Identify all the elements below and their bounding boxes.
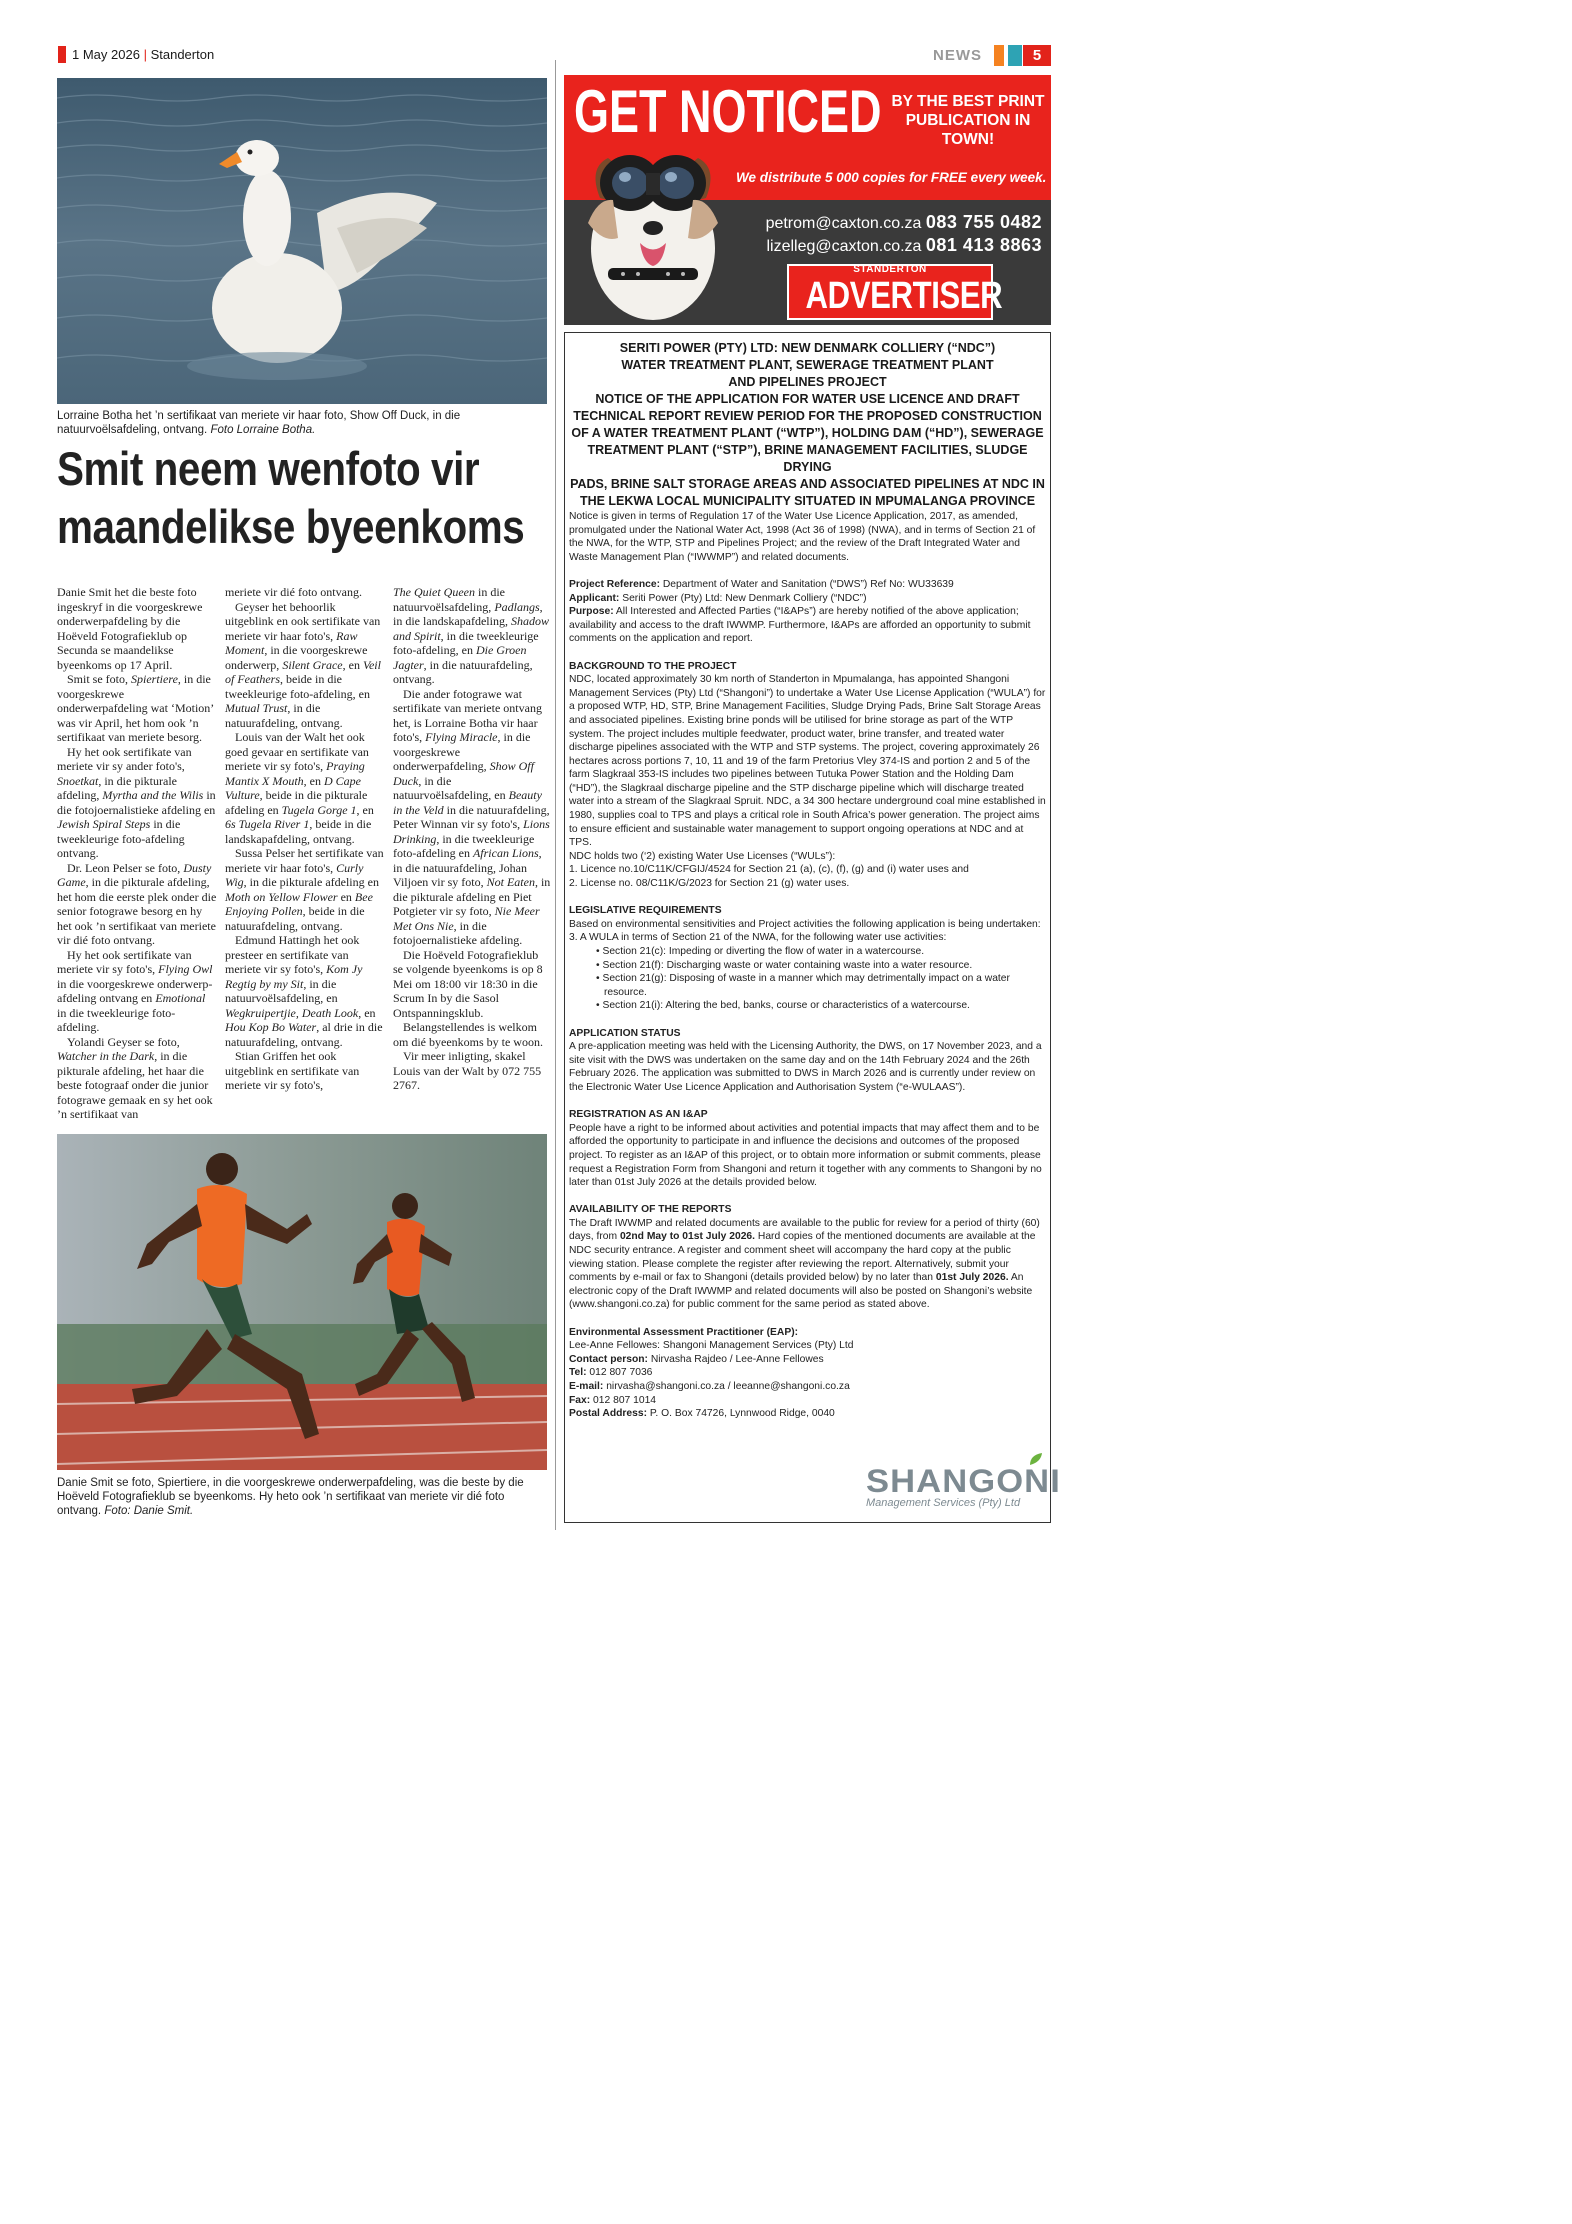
notice-title-line: TREATMENT PLANT (“STP”), BRINE MANAGEMENT FACILITIES, SLUDGE DRYING <box>587 443 1028 474</box>
logo-main-text: ADVERTISER <box>805 275 1003 317</box>
notice-title <box>570 340 1045 510</box>
duck-caption-credit: Foto Lorraine Botha. <box>210 424 316 436</box>
legislative-text: Based on environmental sensitivities and Project activities the following application is being undertaken: <box>569 918 1041 930</box>
applicant: Applicant: Seriti Power (Pty) Ltd: New Denmark Colliery (“NDC”) <box>569 592 867 604</box>
advert-distribution <box>736 170 1046 185</box>
dateline-separator: | <box>143 47 147 62</box>
notice-title-line: PADS, BRINE SALT STORAGE AREAS AND ASSOCIATED PIPELINES AT NDC IN <box>570 477 1045 491</box>
shangoni-tagline: Management Services (Pty) Ltd <box>866 1497 1021 1509</box>
advert-email-1: petrom@caxton.co.za <box>765 215 922 232</box>
eap-company: Lee-Anne Fellowes: Shangoni Management Services (Pty) Ltd <box>569 1340 854 1352</box>
contact-person: Contact person: Nirvasha Rajdeo / Lee-Anne Fellowes <box>569 1353 824 1365</box>
dist-pre: We distribute <box>736 170 826 185</box>
orange-accent-block <box>994 45 1004 66</box>
water-use-item: • Section 21(i): Altering the bed, banks, course or characteristics of a watercourse. <box>596 1000 970 1012</box>
location: Standerton <box>150 47 215 62</box>
legislative-item-3: 3. A WULA in terms of Section 21 of the NWA, for the following water use activities: <box>569 932 947 944</box>
duck-photo-image <box>57 78 547 404</box>
article-column-3: The Quiet Queen in die natuurvoëlsafdeling, Padlangs, in die landskapafdeling, Shadow and Spirit, in die tweekleurige foto-afdeling, en Die Groen Jagter, in die natuurafdeling, ontvang. Die ander fotograwe wat sertifikate van meriete ontvang het, is Lorraine Botha vir haar foto's, Flying Miracle, in die voorgeskrewe onderwerpafdeling, Show Off Duck, in die natuurvoëlsafdeling, en Beauty in the Veld in die natuurafdeling, Peter Winnan vir sy foto's, Lions Drinking, in die tweekleurige foto-afdeling en African Lions, in die natuurafdeling, Johan Viljoen vir sy foto, Not Eaten, in die pikturale afdeling en Piet Potgieter vir sy foto, Nie Meer Met Ons Nie, in die fotojoernalistieke afdeling. Die Hoëveld Fotografieklub se volgende byeenkoms is op 8 Mei om 18:00 vir 18:30 in die Scrum In by die Sasol Ontspanningsklub. Belangstellendes is welkom om dié byeenkoms by te woon. Vir meer inligting, skakel Louis van der Walt by 072 755 2767. <box>393 585 551 1092</box>
availability-heading: AVAILABILITY OF THE REPORTS <box>569 1204 732 1216</box>
background-heading: BACKGROUND TO THE PROJECT <box>569 660 737 672</box>
page-number: 5 <box>1023 45 1051 66</box>
notice-title-line: THE LEKWA LOCAL MUNICIPALITY SITUATED IN MPUMALANGA PROVINCE <box>579 494 1036 508</box>
registration-heading: REGISTRATION AS AN I&AP <box>569 1109 708 1121</box>
column-divider <box>555 60 556 1530</box>
advert-phone-2: 081 413 8863 <box>925 235 1042 255</box>
headline-line-1: Smit neem wenfoto vir <box>57 442 480 495</box>
dist-number: 5 000 <box>825 170 859 185</box>
status-heading: APPLICATION STATUS <box>569 1027 681 1039</box>
advert-contact-2 <box>720 235 1042 256</box>
license-1: 1. Licence no.10/C11K/CFGIJ/4524 for Section 21 (a), (c), (f), (g) and (i) water uses and <box>569 864 969 876</box>
fax: Fax: 012 807 1014 <box>569 1394 657 1406</box>
availability-text: The Draft IWWMP and related documents are available to the public for review for a period of thirty (60) days, from 02nd May to 01st July 2026. Hard copies of the mentioned documents are available at the NDC security entrance. A register and comment sheet will accompany the hard copy at the public viewing station. Please complete the register after reviewing the report. Alternatively, submit your comments by e-mail or fax to Shangoni (details provided below) by no later than 01st July 2026. An electronic copy of the Draft IWWMP and related documents will also be posted on Shangoni’s website (www.shangoni.co.za) for public comment for the same period as stated above. <box>569 1217 1040 1311</box>
advert-subtitle-line-2: PUBLICATION IN <box>905 112 1031 129</box>
notice-title-line: NOTICE OF THE APPLICATION FOR WATER USE LICENCE AND DRAFT <box>595 392 1020 406</box>
dog-illustration-image <box>578 128 728 325</box>
notice-title-line: WATER TREATMENT PLANT, SEWERAGE TREATMENT PLANT <box>621 358 994 372</box>
headline-line-2: maandelikse byeenkoms <box>57 500 525 553</box>
duck-photo <box>57 78 547 404</box>
water-use-item: • Section 21(g): Disposing of waste in a manner which may detrimentally impact on a water resource. <box>596 973 1010 998</box>
runners-photo-caption <box>57 1476 549 1518</box>
notice-title-line: SERITI POWER (PTY) LTD: NEW DENMARK COLLIERY (“NDC”) <box>619 341 996 355</box>
advert-title: GET NOTICED <box>574 78 882 145</box>
legislative-heading: LEGISLATIVE REQUIREMENTS <box>569 905 722 917</box>
water-use-list <box>569 945 1047 1013</box>
article-column-2: meriete vir dié foto ontvang. Geyser het behoorlik uitgeblink en ook sertifikate van meriete vir haar foto's, Raw Moment, in die voorgeskrewe onderwerp, Silent Grace, en Veil of Feathers, beide in die tweekleurige foto-afdeling, en Mutual Trust, in die natuurafdeling, ontvang. Louis van der Walt het ook goed gevaar en sertifikate van meriete vir sy foto's, Praying Mantix X Mouth, en D Cape Vulture, beide in die pikturale afdeling en Tugela Gorge 1, en 6s Tugela River 1, beide in die landskapafdeling, ontvang. Sussa Pelser het sertifikate van meriete vir haar foto's, Curly Wig, in die pikturale afdeling en Moth on Yellow Flower en Bee Enjoying Pollen, beide in die natuurafdeling, ontvang. Edmund Hattingh het ook presteer en sertifikate van meriete vir sy foto's, Kom Jy Regtig by my Sit, in die natuurvoëlsafdeling, en Wegkruipertjie, Death Look, en Hou Kop Bo Water, al drie in die natuurafdeling, ontvang. Stian Griffen het ook uitgeblink en sertifikate van meriete vir sy foto's, <box>225 585 384 1092</box>
notice-title-line: OF A WATER TREATMENT PLANT (“WTP”), HOLDING DAM (“HD”), SEWERAGE <box>571 426 1044 440</box>
email: E-mail: nirvasha@shangoni.co.za / leeanne@shangoni.co.za <box>569 1381 850 1392</box>
article-headline <box>57 440 549 556</box>
article-column-1: Danie Smit het die beste foto ingeskryf in die voorgeskrewe onderwerpafdeling by die Hoëveld Fotografieklub op Secunda se maandelikse byeenkoms op 17 April. Smit se foto, Spiertiere, in die voorgeskrewe onderwerpafdeling wat ‘Motion’ was vir April, het hom ook ’n sertifikaat van meriete besorg. Hy het ook sertifikate van meriete vir sy ander foto's, Snoetkat, in die pikturale afdeling, Myrtha and the Wilis in die fotojoernalistieke afdeling en Jewish Spiral Steps in die tweekleurige foto-afdeling ontvang. Dr. Leon Pelser se foto, Dusty Game, in die pikturale afdeling, het hom die eerste plek onder die senior fotograwe besorg en hy het ook ’n sertifikaat van meriete vir dié foto ontvang. Hy het ook sertifikate van meriete vir sy foto's, Flying Owl in die voorgeskrewe onderwerp-afdeling ontvang en Emotional in die tweekleurige foto-afdeling. Yolandi Geyser se foto, Watcher in the Dark, in die pikturale afdeling, het haar die beste fotograaf onder die junior fotograwe gemaak en sy het ook ’n sertifikaat van <box>57 585 217 1121</box>
notice-body <box>569 510 1047 1421</box>
advert-subtitle-line-3: TOWN! <box>941 131 995 148</box>
runners-photo <box>57 1134 547 1470</box>
notice-intro: Notice is given in terms of Regulation 17 of the Water Use Licence Application, 2017, as amended, promulgated under the National Water Act, 1998 (Act 36 of 1998) (NWA), and in terms of Section 21 of the NWA, for the WTP, STP and Pipelines Project; and the review of the Draft Integrated Water and Waste Management Plan (“IWWMP”) and related documents. <box>569 511 1036 563</box>
license-2: 2. License no. 08/C11K/G/2023 for Section 21 (g) water uses. <box>569 878 850 890</box>
background-text: NDC, located approximately 30 km north of Standerton in Mpumalanga, has appointed Shangoni Management Services (Pty) Ltd (“Shangoni”) to undertake a Water Use License Application (“WULA”) for a proposed WTP, HD, STP, Brine Management Facilities, Sludge Drying Pads, Brine Salt Storage Areas and associated pipelines. Existing brine ponds will be utilised for brine storage as part of the WTP system. The project includes multiple feedwater, product water, brine transfer, and treated water discharge pipelines associated with the WTP and STP systems. The project, covering approximately 26 hectares across portions 7, 10, 11 and 19 of the farm Pretorius Vley 374-IS and portion 2 and 5 of the farm Slagkraal 353-IS includes two pipelines between Tutuka Power Station and the Holding Dam (“HD”), the Slagkraal discharge pipeline and the STP discharge pipeline which will discharge treated water into a stream of the Slagkraal Spruit. NDC, a 34 300 hectare underground coal mine established in 1980, supplies coal to TPS and plays a critical role in South Africa’s power generation. The project aims to ensure efficient and sustainable water management to support ongoing operations at NDC and at TPS. <box>569 674 1046 849</box>
advert-phone-1: 083 755 0482 <box>925 212 1042 232</box>
licenses-intro: NDC holds two (‘2) existing Water Use Licenses (“WULs”): <box>569 850 836 862</box>
issue-date: 1 May 2026 <box>72 47 140 62</box>
advert-subtitle <box>890 92 1046 149</box>
notice-title-line: AND PIPELINES PROJECT <box>728 375 887 389</box>
logo-top-text: STANDERTON <box>853 264 927 275</box>
runners-caption-text: Danie Smit se foto, Spiertiere, in die voorgeskrewe onderwerpafdeling, was die beste by die Hoëveld Fotografieklub se byeenkoms. Hy heto ook ’n sertifikaat van meriete vir dié foto ontvang. <box>57 1477 524 1517</box>
duck-photo-caption <box>57 409 549 437</box>
dist-mid: copies for <box>858 170 931 185</box>
runners-caption-credit: Foto: Danie Smit. <box>104 1505 194 1517</box>
dist-post: every week. <box>966 170 1047 185</box>
purpose: Purpose: All Interested and Affected Parties (“I&APs”) are hereby notified of the above application; availability and access to the draft IWWMP. Furthermore, I&APs are afforded an opportunity to submit comments on the application and report. <box>569 606 1031 645</box>
runners-photo-image <box>57 1134 547 1470</box>
water-use-item: • Section 21(f): Discharging waste or water containing waste into a water resource. <box>596 959 973 971</box>
advert-email-2: lizelleg@caxton.co.za <box>766 238 922 255</box>
water-use-item: • Section 21(c): Impeding or diverting the flow of water in a watercourse. <box>596 946 925 957</box>
eap-heading: Environmental Assessment Practitioner (EAP): <box>569 1326 799 1338</box>
shangoni-logo: SHANGONI <box>866 1463 1061 1499</box>
dist-free: FREE <box>930 170 967 185</box>
notice-title-line: TECHNICAL REPORT REVIEW PERIOD FOR THE PROPOSED CONSTRUCTION <box>573 409 1042 423</box>
advert-subtitle-line-1: BY THE BEST PRINT <box>891 93 1045 110</box>
teal-accent-block <box>1008 45 1022 66</box>
advert-contact-1 <box>720 212 1042 233</box>
header-dateline <box>72 46 214 63</box>
postal-address: Postal Address: P. O. Box 74726, Lynnwood Ridge, 0040 <box>569 1408 835 1420</box>
project-reference: Project Reference: Department of Water and Sanitation (“DWS”) Ref No: WU33639 <box>569 578 954 590</box>
status-text: A pre-application meeting was held with the Licensing Authority, the DWS, on 17 November 2023, and a site visit with the DWS was undertaken on the same day and on the 14th February 2024 and the 26th February 2026. The application was submitted to DWS in March 2026 and is currently under review on the Electronic Water Use Licence Application and Authorisation System (“e-WULAAS”). <box>569 1041 1042 1093</box>
registration-text: People have a right to be informed about activities and potential impacts that may affect them and to be afforded the opportunity to participate in and influence the decisions and outcomes of the proposed project. To register as an I&AP of this project, or to obtain more information or submit comments, please request a Registration Form from Shangoni and return it together with any comments to Shangoni by no later than 01st July 2026 at the details provided below. <box>569 1122 1042 1189</box>
dog-with-binoculars-illustration <box>578 128 728 325</box>
telephone: Tel: 012 807 7036 <box>569 1367 653 1379</box>
duck-caption-text: Lorraine Botha het ’n sertifikaat van meriete vir haar foto, Show Off Duck, in die natuurvoëlsafdeling, ontvang. <box>57 410 461 436</box>
section-label: NEWS <box>933 47 982 64</box>
header-accent-bar <box>58 46 66 63</box>
